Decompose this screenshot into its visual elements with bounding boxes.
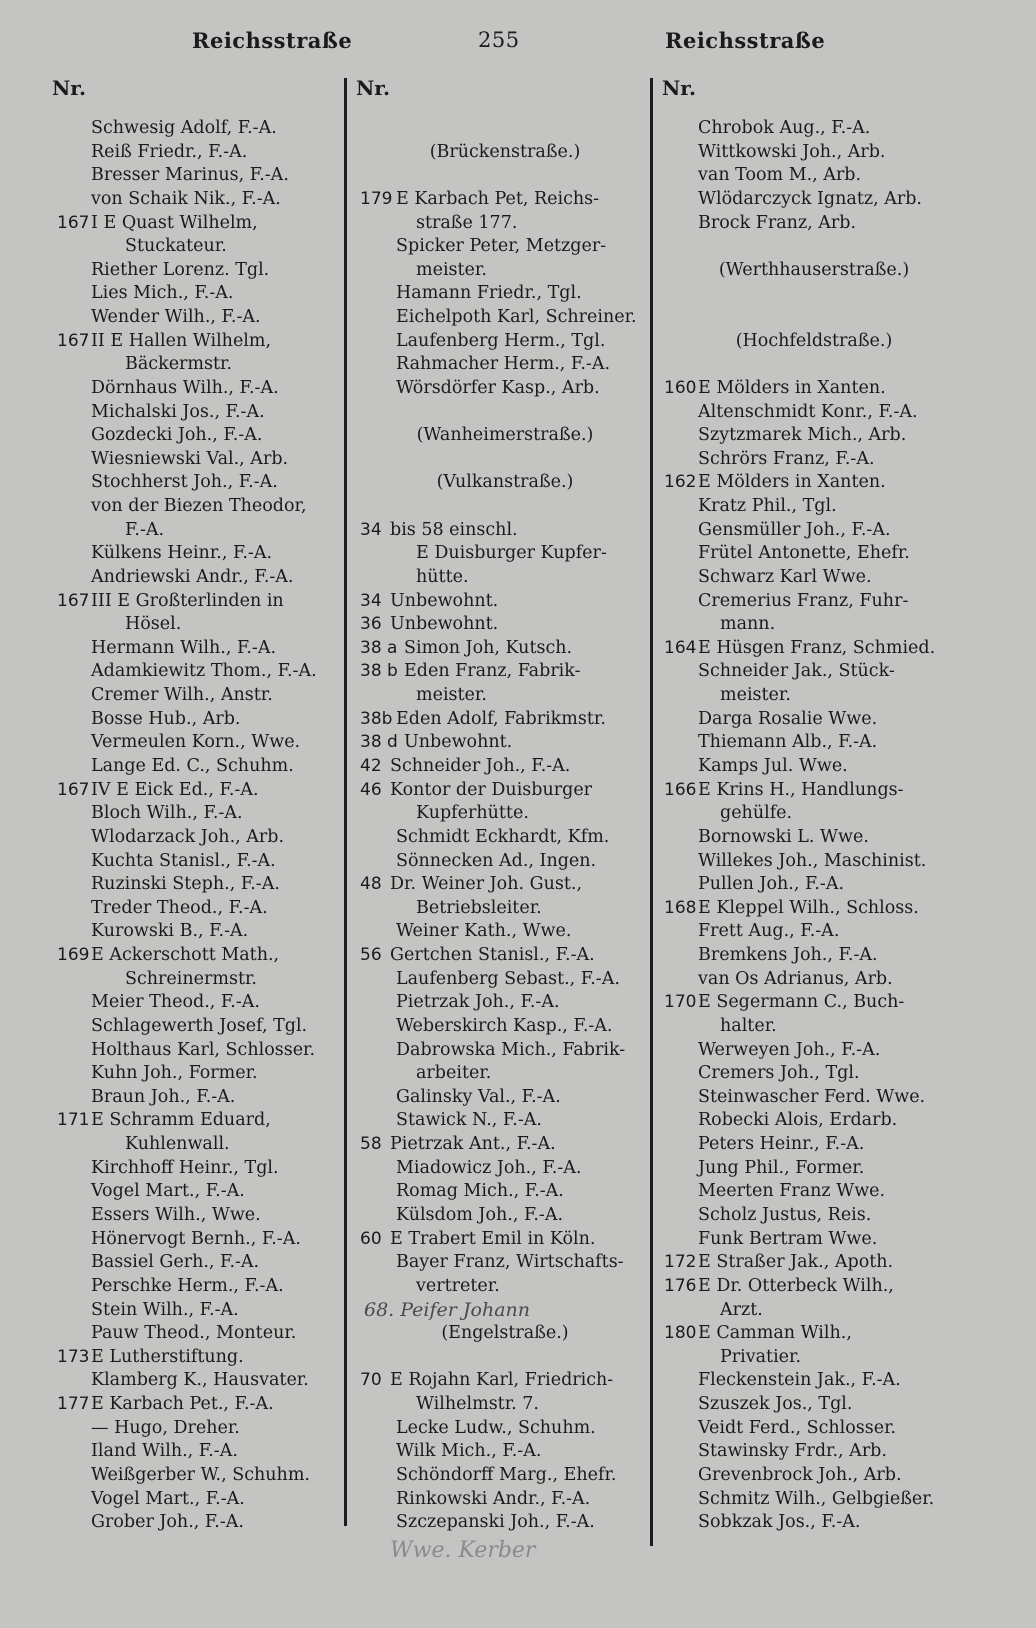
resident-entry: Gozdecki Joh., F.-A. — [91, 425, 263, 446]
house-number: 34 — [360, 519, 382, 540]
entry-continuation: halter. — [720, 1015, 777, 1036]
resident-entry: Chrobok Aug., F.-A. — [698, 118, 871, 138]
resident-entry: Jung Phil., Former. — [698, 1157, 865, 1178]
street-heading: (Hochfeldstraße.) — [735, 330, 893, 351]
resident-entry: Bassiel Gerh., F.-A. — [91, 1252, 260, 1273]
resident-entry: Wilk Mich., F.-A. — [396, 1441, 542, 1462]
resident-entry: Klamberg K., Hausvater. — [91, 1370, 309, 1391]
resident-entry: Laufenberg Sebast., F.-A. — [396, 968, 620, 989]
house-number: 38 d — [360, 732, 398, 753]
resident-entry: Weiner Kath., Wwe. — [396, 921, 572, 942]
house-entry — [360, 518, 650, 542]
house-entry — [360, 1368, 650, 1392]
entry-continuation: Hösel. — [125, 614, 182, 635]
entry-text: Gertchen Stanisl., F.-A. — [390, 945, 595, 966]
entry-text: Kontor der Duisburger — [390, 779, 593, 800]
resident-entry: Schneider Jak., Stück- — [698, 661, 895, 682]
resident-entry: Bayer Franz, Wirtschafts- — [396, 1252, 624, 1273]
resident-entry: Weberskirch Kasp., F.-A. — [396, 1015, 613, 1036]
resident-entry: Vogel Mart., F.-A. — [91, 1181, 245, 1202]
street-heading: (Wanheimerstraße.) — [416, 425, 594, 446]
entry-continuation: Schreinermstr. — [125, 968, 257, 989]
resident-entry: Wlödarczyck Ignatz, Arb. — [698, 188, 922, 209]
house-number: 36 — [360, 614, 382, 635]
entry-text: Dr. Weiner Joh. Gust., — [390, 874, 583, 895]
house-number: 167 — [57, 330, 90, 351]
resident-entry: Külkens Heinr., F.-A. — [91, 543, 273, 564]
column-divider — [650, 78, 653, 1546]
entry-text: Eden Adolf, Fabrikmstr. — [396, 708, 606, 729]
entry-text: II E Hallen Wilhelm, — [91, 330, 272, 351]
resident-entry: Braun Joh., F.-A. — [91, 1086, 236, 1107]
resident-entry: Rahmacher Herm., F.-A. — [396, 354, 611, 375]
resident-entry: Grober Joh., F.-A. — [91, 1512, 244, 1533]
header-right-title: Reichsstraße — [665, 28, 826, 53]
house-entry — [57, 943, 342, 967]
handwritten-annotation: 68. Peifer Johann — [364, 1298, 530, 1321]
entry-text: E Lutherstiftung. — [91, 1346, 244, 1367]
resident-entry: Vermeulen Korn., Wwe. — [91, 732, 301, 753]
entry-text: III E Großterlinden in — [91, 590, 284, 611]
entry-continuation: Stuckateur. — [125, 236, 227, 257]
resident-entry: Weißgerber W., Schuhm. — [91, 1464, 310, 1485]
resident-entry: Steinwascher Ferd. Wwe. — [698, 1086, 926, 1107]
entry-text: Schneider Joh., F.-A. — [390, 756, 571, 776]
house-number: 166 — [664, 779, 697, 800]
resident-entry: Fleckenstein Jak., F.-A. — [698, 1370, 901, 1391]
entry-text: Simon Joh, Kutsch. — [404, 637, 573, 658]
house-entry — [360, 612, 650, 636]
resident-entry: Gensmüller Joh., F.-A. — [698, 519, 891, 540]
resident-entry: Altenschmidt Konr., F.-A. — [698, 401, 918, 422]
house-entry — [57, 211, 342, 235]
resident-entry: Thiemann Alb., F.-A. — [698, 732, 878, 753]
entry-continuation: Privatier. — [720, 1346, 802, 1367]
house-number: 56 — [360, 945, 382, 966]
resident-entry: Frett Aug., F.-A. — [698, 921, 840, 942]
entry-text: E Kleppel Wilh., Schloss. — [698, 897, 919, 918]
house-entry — [360, 943, 650, 967]
resident-entry: Kuchta Stanisl., F.-A. — [91, 850, 276, 871]
page-number: 255 — [478, 28, 520, 52]
entry-continuation: Betriebsleiter. — [416, 897, 542, 918]
entry-text: I E Quast Wilhelm, — [91, 212, 258, 233]
resident-entry: Adamkiewitz Thom., F.-A. — [91, 661, 317, 682]
house-entry — [57, 329, 342, 353]
entry-text: E Camman Wilh., — [698, 1323, 852, 1344]
entry-text: Unbewohnt. — [390, 614, 499, 635]
resident-entry: Wiesniewski Val., Arb. — [91, 448, 289, 469]
house-entry — [360, 1227, 650, 1251]
resident-entry: Bornowski L. Wwe. — [698, 826, 869, 847]
resident-entry: Wender Wilh., F.-A. — [91, 307, 261, 328]
column-divider — [344, 78, 347, 1526]
house-number: 42 — [360, 756, 382, 776]
house-entry — [57, 1108, 342, 1132]
column-2-nr-label: Nr. — [356, 76, 390, 100]
resident-entry: von Schaik Nik., F.-A. — [91, 188, 281, 209]
resident-entry: Frütel Antonette, Ehefr. — [698, 543, 910, 564]
resident-entry: Stawick N., F.-A. — [396, 1110, 542, 1131]
house-entry — [664, 470, 964, 494]
house-entry — [360, 730, 650, 754]
entry-continuation: arbeiter. — [416, 1063, 492, 1084]
house-entry — [360, 778, 650, 802]
resident-entry: Pullen Joh., F.-A. — [698, 874, 845, 895]
resident-entry: Bosse Hub., Arb. — [91, 708, 241, 729]
entry-continuation: Kuhlenwall. — [125, 1134, 230, 1155]
resident-entry: Stochherst Joh., F.-A. — [91, 472, 278, 493]
resident-entry: Wlodarzack Joh., Arb. — [91, 826, 285, 847]
entry-text: E Schramm Eduard, — [91, 1110, 271, 1131]
resident-entry: Külsdom Joh., F.-A. — [396, 1204, 564, 1225]
house-number: 38 a — [360, 637, 398, 658]
resident-entry: Brock Franz, Arb. — [698, 212, 857, 233]
resident-entry: Bloch Wilh., F.-A. — [91, 803, 243, 824]
resident-entry: van Os Adrianus, Arb. — [698, 968, 893, 989]
column-1-nr-label: Nr. — [52, 76, 86, 100]
entry-text: E Karbach Pet., F.-A. — [91, 1394, 274, 1415]
resident-entry: Szytzmarek Mich., Arb. — [698, 425, 907, 446]
house-entry — [360, 636, 650, 660]
handwritten-note: Wwe. Kerber — [390, 1538, 536, 1563]
entry-text: E Mölders in Xanten. — [698, 377, 886, 398]
house-entry — [664, 1250, 964, 1274]
house-number: 164 — [664, 637, 697, 658]
resident-entry: Hermann Wilh., F.-A. — [91, 637, 277, 658]
house-entry — [360, 754, 650, 778]
entry-continuation: F.-A. — [125, 519, 165, 540]
resident-entry: Sönnecken Ad., Ingen. — [396, 850, 597, 871]
house-number: 60 — [360, 1228, 382, 1249]
resident-entry: Scholz Justus, Reis. — [698, 1204, 872, 1225]
house-entry — [57, 778, 342, 802]
entry-text: bis 58 einschl. — [390, 519, 518, 540]
house-number: 46 — [360, 779, 382, 800]
entry-continuation: Kupferhütte. — [416, 803, 529, 824]
house-entry — [664, 778, 964, 802]
resident-entry: Hönervogt Bernh., F.-A. — [91, 1228, 301, 1249]
resident-entry: van Toom M., Arb. — [698, 165, 862, 186]
resident-entry: Werweyen Joh., F.-A. — [698, 1039, 881, 1060]
house-number: 162 — [664, 472, 697, 493]
resident-entry: Andriewski Andr., F.-A. — [91, 566, 294, 587]
house-number: 172 — [664, 1252, 697, 1273]
entry-continuation: hütte. — [416, 566, 469, 587]
resident-entry: Romag Mich., F.-A. — [396, 1181, 564, 1202]
house-entry — [664, 1321, 964, 1345]
entry-continuation: meister. — [720, 685, 791, 706]
resident-entry: Sobkzak Jos., F.-A. — [698, 1512, 861, 1533]
resident-entry: Reiß Friedr., F.-A. — [91, 141, 248, 162]
resident-entry: Robecki Alois, Erdarb. — [698, 1110, 898, 1131]
house-entry — [664, 1274, 964, 1298]
entry-continuation: mann. — [720, 614, 776, 635]
resident-entry: Kurowski B., F.-A. — [91, 921, 249, 942]
resident-entry: Riether Lorenz. Tgl. — [91, 259, 270, 280]
house-number: 167 — [57, 590, 90, 611]
entry-continuation: Wilhelmstr. 7. — [416, 1394, 539, 1415]
entry-text: E Dr. Otterbeck Wilh., — [698, 1275, 894, 1296]
resident-entry: Lange Ed. C., Schuhm. — [91, 756, 294, 776]
house-entry — [57, 1392, 342, 1416]
resident-entry: Hamann Friedr., Tgl. — [396, 283, 582, 304]
house-number: 176 — [664, 1275, 697, 1296]
house-entry — [360, 707, 650, 731]
resident-entry: Laufenberg Herm., Tgl. — [396, 330, 606, 351]
house-entry — [664, 896, 964, 920]
street-heading: (Vulkanstraße.) — [436, 472, 574, 493]
resident-entry: Ruzinski Steph., F.-A. — [91, 874, 280, 895]
entry-text: E Hüsgen Franz, Schmied. — [698, 637, 936, 658]
resident-entry: Grevenbrock Joh., Arb. — [698, 1464, 902, 1485]
resident-entry: Kamps Jul. Wwe. — [698, 756, 848, 776]
resident-entry: Funk Bertram Wwe. — [698, 1228, 878, 1249]
resident-entry: Miadowicz Joh., F.-A. — [396, 1157, 582, 1178]
entry-continuation: vertreter. — [416, 1275, 500, 1296]
resident-entry: Bresser Marinus, F.-A. — [91, 165, 289, 186]
house-entry — [57, 589, 342, 613]
house-number: 170 — [664, 992, 697, 1013]
house-number: 173 — [57, 1346, 90, 1367]
house-entry — [664, 376, 964, 400]
street-heading: (Engelstraße.) — [441, 1323, 569, 1344]
house-entry — [664, 636, 964, 660]
house-entry — [57, 1345, 342, 1369]
resident-entry: Willekes Joh., Maschinist. — [698, 850, 927, 871]
entry-continuation: Arzt. — [720, 1299, 763, 1320]
resident-entry: Meerten Franz Wwe. — [698, 1181, 886, 1202]
house-number: 168 — [664, 897, 697, 918]
resident-entry: Holthaus Karl, Schlosser. — [91, 1039, 316, 1060]
resident-entry: Meier Theod., F.-A. — [91, 992, 260, 1013]
resident-entry: Schwarz Karl Wwe. — [698, 566, 872, 587]
entry-continuation: Bäckermstr. — [125, 354, 233, 375]
resident-entry: Kratz Phil., Tgl. — [698, 496, 837, 517]
entry-text: Eden Franz, Fabrik- — [404, 661, 581, 682]
resident-entry: — Hugo, Dreher. — [91, 1417, 240, 1438]
house-entry — [360, 589, 650, 613]
entry-text: Unbewohnt. — [404, 732, 513, 753]
resident-entry: Lecke Ludw., Schuhm. — [396, 1417, 596, 1438]
resident-entry: Darga Rosalie Wwe. — [698, 708, 878, 729]
resident-entry: Schöndorff Marg., Ehefr. — [396, 1464, 617, 1485]
resident-entry: Galinsky Val., F.-A. — [396, 1086, 561, 1107]
resident-entry: Pietrzak Joh., F.-A. — [396, 992, 560, 1013]
resident-entry: Schlagewerth Josef, Tgl. — [91, 1015, 308, 1036]
house-number: 58 — [360, 1134, 382, 1155]
house-number: 160 — [664, 377, 697, 398]
resident-entry: Dabrowska Mich., Fabrik- — [396, 1039, 626, 1060]
house-entry — [360, 659, 650, 683]
entry-text: E Ackerschott Math., — [91, 945, 280, 966]
entry-text: E Mölders in Xanten. — [698, 472, 886, 493]
resident-entry: Essers Wilh., Wwe. — [91, 1204, 261, 1225]
resident-entry: Treder Theod., F.-A. — [91, 897, 268, 918]
entry-continuation: E Duisburger Kupfer- — [416, 543, 607, 564]
house-number: 38b — [360, 708, 393, 729]
entry-text: E Karbach Pet, Reichs- — [396, 188, 600, 209]
resident-entry: Veidt Ferd., Schlosser. — [698, 1417, 897, 1438]
house-number: 167 — [57, 212, 90, 233]
house-number: 179 — [360, 188, 393, 209]
entry-continuation: gehülfe. — [720, 803, 793, 824]
resident-entry: Cremerius Franz, Fuhr- — [698, 590, 909, 611]
resident-entry: Lies Mich., F.-A. — [91, 283, 234, 304]
resident-entry: Stawinsky Frdr., Arb. — [698, 1441, 887, 1462]
house-number: 34 — [360, 590, 382, 611]
column-3-nr-label: Nr. — [662, 76, 696, 100]
resident-entry: Wittkowski Joh., Arb. — [698, 141, 886, 162]
entry-continuation: straße 177. — [416, 212, 518, 233]
entry-text: Unbewohnt. — [390, 590, 499, 611]
house-number: 38 b — [360, 661, 398, 682]
entry-text: E Trabert Emil in Köln. — [390, 1228, 596, 1249]
house-number: 171 — [57, 1110, 90, 1131]
resident-entry: Schmidt Eckhardt, Kfm. — [396, 826, 610, 847]
resident-entry: Schmitz Wilh., Gelbgießer. — [698, 1488, 935, 1509]
entry-text: IV E Eick Ed., F.-A. — [91, 779, 259, 800]
resident-entry: Michalski Jos., F.-A. — [91, 401, 265, 422]
house-entry — [664, 990, 964, 1014]
entry-continuation: meister. — [416, 685, 487, 706]
header-left-title: Reichsstraße — [192, 28, 353, 53]
house-number: 180 — [664, 1323, 697, 1344]
resident-entry: Kirchhoff Heinr., Tgl. — [91, 1157, 279, 1178]
resident-entry: Rinkowski Andr., F.-A. — [396, 1488, 591, 1509]
entry-text: E Segermann C., Buch- — [698, 992, 905, 1013]
entry-continuation: meister. — [416, 259, 487, 280]
resident-entry: Eichelpoth Karl, Schreiner. — [396, 307, 637, 328]
resident-entry: Cremer Wilh., Anstr. — [91, 685, 273, 706]
entry-text: E Rojahn Karl, Friedrich- — [390, 1370, 614, 1391]
resident-entry: Peters Heinr., F.-A. — [698, 1134, 865, 1155]
resident-entry: Schrörs Franz, F.-A. — [698, 448, 875, 469]
resident-entry: Schwesig Adolf, F.-A. — [91, 118, 277, 138]
resident-entry: Bremkens Joh., F.-A. — [698, 945, 878, 966]
entry-text: E Straßer Jak., Apoth. — [698, 1252, 894, 1273]
resident-entry: Szuszek Jos., Tgl. — [698, 1394, 853, 1415]
house-number: 70 — [360, 1370, 382, 1391]
resident-entry: Kuhn Joh., Former. — [91, 1063, 258, 1084]
resident-entry: Vogel Mart., F.-A. — [91, 1488, 245, 1509]
house-number: 177 — [57, 1394, 90, 1415]
house-number: 48 — [360, 874, 382, 895]
resident-entry: Szczepanski Joh., F.-A. — [396, 1512, 595, 1533]
resident-entry: Stein Wilh., F.-A. — [91, 1299, 239, 1320]
resident-entry: Pauw Theod., Monteur. — [91, 1323, 297, 1344]
resident-entry: von der Biezen Theodor, — [91, 496, 307, 517]
resident-entry: Dörnhaus Wilh., F.-A. — [91, 377, 279, 398]
street-heading: (Brückenstraße.) — [429, 141, 581, 162]
resident-entry: Spicker Peter, Metzger- — [396, 236, 607, 257]
resident-entry: Iland Wilh., F.-A. — [91, 1441, 238, 1462]
street-heading: (Werthhauserstraße.) — [718, 259, 910, 280]
house-entry — [360, 1132, 650, 1156]
house-entry — [360, 872, 650, 896]
resident-entry: Wörsdörfer Kasp., Arb. — [396, 377, 600, 398]
entry-text: E Krins H., Handlungs- — [698, 779, 904, 800]
entry-text: Pietrzak Ant., F.-A. — [390, 1134, 556, 1155]
resident-entry: Perschke Herm., F.-A. — [91, 1275, 284, 1296]
resident-entry: Cremers Joh., Tgl. — [698, 1063, 860, 1084]
house-entry — [360, 187, 650, 211]
house-number: 169 — [57, 945, 90, 966]
house-number: 167 — [57, 779, 90, 800]
